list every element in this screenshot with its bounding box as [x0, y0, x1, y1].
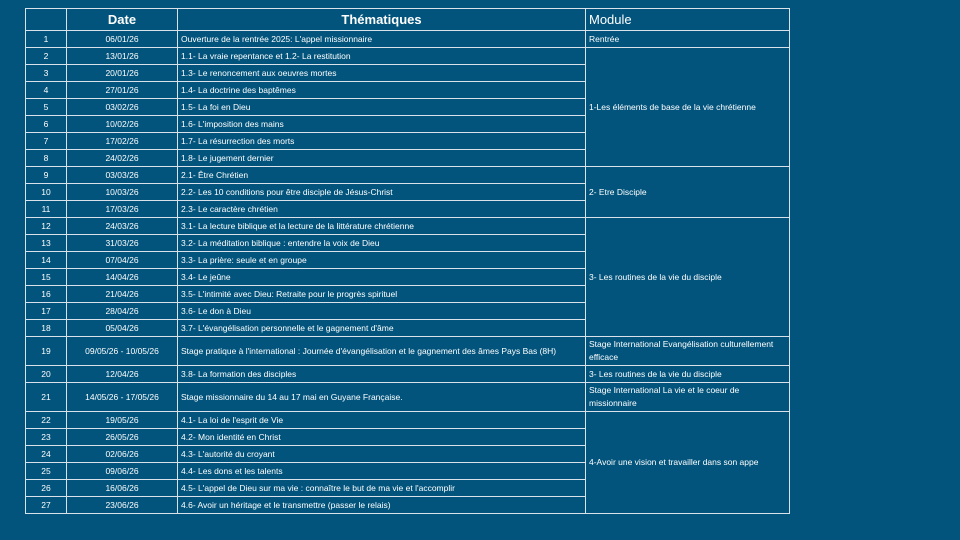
row-number: 23 — [26, 429, 67, 446]
header-number — [26, 9, 67, 31]
row-theme: 4.5- L'appel de Dieu sur ma vie : connaître le but de ma vie et l'accomplir — [178, 480, 586, 497]
row-number: 4 — [26, 82, 67, 99]
row-number: 6 — [26, 116, 67, 133]
row-theme: 3.8- La formation des disciples — [178, 366, 586, 383]
module-cell: 4-Avoir une vision et travailler dans son appe — [586, 412, 790, 514]
row-number: 14 — [26, 252, 67, 269]
row-number: 7 — [26, 133, 67, 150]
row-number: 19 — [26, 337, 67, 366]
row-date: 24/02/26 — [67, 150, 178, 167]
row-theme: 3.5- L'intimité avec Dieu: Retraite pour le progrès spirituel — [178, 286, 586, 303]
row-theme: 4.1- La loi de l'esprit de Vie — [178, 412, 586, 429]
row-number: 13 — [26, 235, 67, 252]
row-number: 5 — [26, 99, 67, 116]
row-number: 11 — [26, 201, 67, 218]
table-row — [26, 383, 790, 412]
row-theme: 2.3- Le caractère chrétien — [178, 201, 586, 218]
row-theme: 1.4- La doctrine des baptêmes — [178, 82, 586, 99]
header-thematiques: Thématiques — [178, 9, 586, 31]
table-row — [26, 337, 790, 366]
row-date: 17/03/26 — [67, 201, 178, 218]
row-date: 27/01/26 — [67, 82, 178, 99]
row-date: 24/03/26 — [67, 218, 178, 235]
table-row — [26, 412, 790, 429]
row-number: 26 — [26, 480, 67, 497]
row-date: 10/03/26 — [67, 184, 178, 201]
header-module: Module — [586, 9, 790, 31]
row-theme: 3.7- L'évangélisation personnelle et le gagnement d'âme — [178, 320, 586, 337]
row-theme: 4.4- Les dons et les talents — [178, 463, 586, 480]
module-cell: 3- Les routines de la vie du disciple — [586, 366, 790, 383]
row-date: 03/02/26 — [67, 99, 178, 116]
row-theme: 1.7- La résurrection des morts — [178, 133, 586, 150]
row-number: 2 — [26, 48, 67, 65]
row-date: 16/06/26 — [67, 480, 178, 497]
row-date: 12/04/26 — [67, 366, 178, 383]
table-row — [26, 366, 790, 383]
table-row — [26, 218, 790, 235]
header-row — [26, 9, 790, 31]
row-date: 26/05/26 — [67, 429, 178, 446]
module-cell: Stage International Evangélisation culturellement efficace — [586, 337, 790, 366]
row-theme: Ouverture de la rentrée 2025: L'appel missionnaire — [178, 31, 586, 48]
row-date: 21/04/26 — [67, 286, 178, 303]
row-number: 8 — [26, 150, 67, 167]
row-date: 09/06/26 — [67, 463, 178, 480]
schedule-table — [25, 8, 790, 514]
module-cell: Rentrée — [586, 31, 790, 48]
row-theme: 1.1- La vraie repentance et 1.2- La restitution — [178, 48, 586, 65]
row-theme: 2.2- Les 10 conditions pour être disciple de Jésus-Christ — [178, 184, 586, 201]
table-row — [26, 167, 790, 184]
row-number: 21 — [26, 383, 67, 412]
row-number: 12 — [26, 218, 67, 235]
row-theme: 1.6- L'imposition des mains — [178, 116, 586, 133]
module-cell: Stage International La vie et le coeur de missionnaire — [586, 383, 790, 412]
header-date: Date — [67, 9, 178, 31]
row-number: 3 — [26, 65, 67, 82]
module-cell: 2- Etre Disciple — [586, 167, 790, 218]
row-date: 07/04/26 — [67, 252, 178, 269]
row-number: 27 — [26, 497, 67, 514]
row-theme: 4.3- L'autorité du croyant — [178, 446, 586, 463]
table-row — [26, 31, 790, 48]
row-date: 05/04/26 — [67, 320, 178, 337]
row-theme: Stage pratique à l'international : Journée d'évangélisation et le gagnement des âmes Pays Bas (8H) — [178, 337, 586, 366]
module-cell: 1-Les éléments de base de la vie chrétienne — [586, 48, 790, 167]
row-number: 1 — [26, 31, 67, 48]
row-date: 20/01/26 — [67, 65, 178, 82]
row-number: 15 — [26, 269, 67, 286]
row-date: 14/04/26 — [67, 269, 178, 286]
row-theme: 3.2- La méditation biblique : entendre la voix de Dieu — [178, 235, 586, 252]
row-date: 28/04/26 — [67, 303, 178, 320]
row-number: 17 — [26, 303, 67, 320]
row-number: 9 — [26, 167, 67, 184]
row-theme: 1.3- Le renoncement aux oeuvres mortes — [178, 65, 586, 82]
row-date: 14/05/26 - 17/05/26 — [67, 383, 178, 412]
row-theme: 4.6- Avoir un héritage et le transmettre (passer le relais) — [178, 497, 586, 514]
module-cell: 3- Les routines de la vie du disciple — [586, 218, 790, 337]
row-number: 16 — [26, 286, 67, 303]
row-date: 31/03/26 — [67, 235, 178, 252]
table-row — [26, 48, 790, 65]
row-theme: 3.6- Le don à Dieu — [178, 303, 586, 320]
row-theme: 3.4- Le jeûne — [178, 269, 586, 286]
row-date: 06/01/26 — [67, 31, 178, 48]
row-theme: 1.8- Le jugement dernier — [178, 150, 586, 167]
row-date: 13/01/26 — [67, 48, 178, 65]
row-number: 22 — [26, 412, 67, 429]
row-theme: 2.1- Être Chrétien — [178, 167, 586, 184]
row-date: 17/02/26 — [67, 133, 178, 150]
row-date: 03/03/26 — [67, 167, 178, 184]
row-number: 24 — [26, 446, 67, 463]
row-number: 25 — [26, 463, 67, 480]
row-theme: 4.2- Mon identité en Christ — [178, 429, 586, 446]
row-date: 09/05/26 - 10/05/26 — [67, 337, 178, 366]
row-number: 10 — [26, 184, 67, 201]
row-number: 20 — [26, 366, 67, 383]
row-theme: 3.1- La lecture biblique et la lecture de la littérature chrétienne — [178, 218, 586, 235]
row-date: 02/06/26 — [67, 446, 178, 463]
row-date: 10/02/26 — [67, 116, 178, 133]
row-theme: 1.5- La foi en Dieu — [178, 99, 586, 116]
row-theme: Stage missionnaire du 14 au 17 mai en Guyane Française. — [178, 383, 586, 412]
row-theme: 3.3- La prière: seule et en groupe — [178, 252, 586, 269]
row-date: 23/06/26 — [67, 497, 178, 514]
row-number: 18 — [26, 320, 67, 337]
row-date: 19/05/26 — [67, 412, 178, 429]
